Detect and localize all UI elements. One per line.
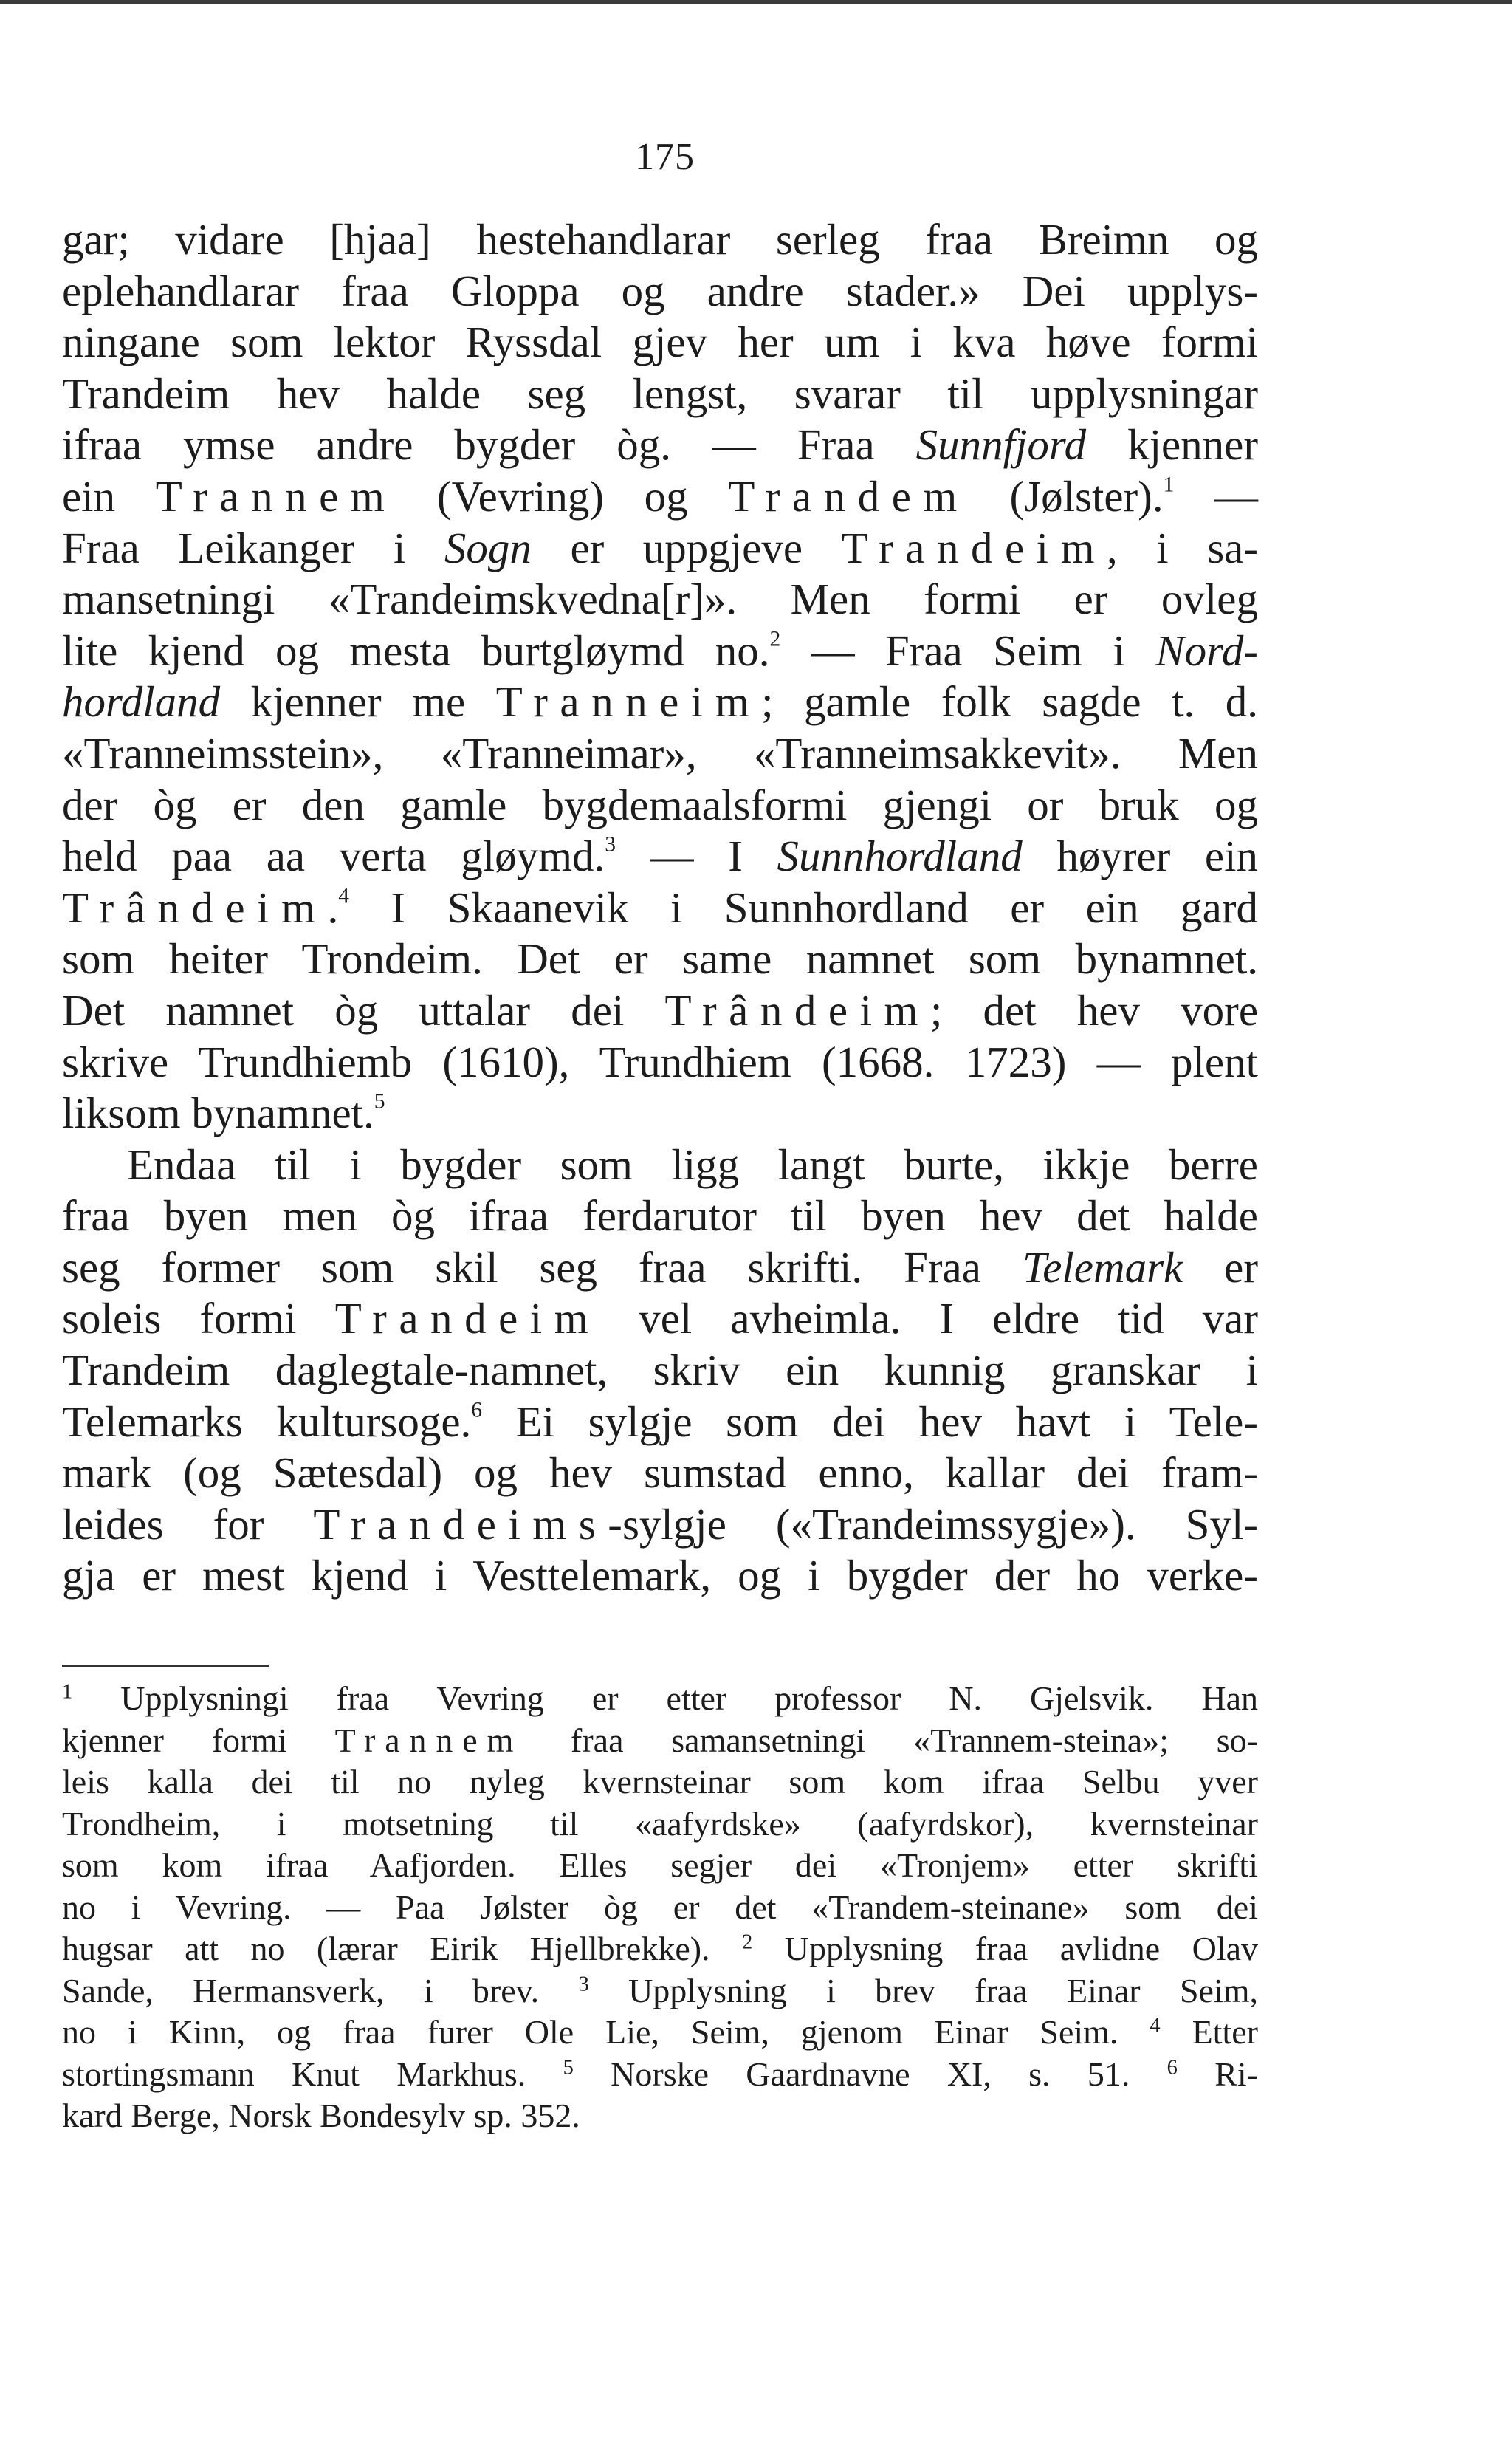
italic-place-name: Sunnhordland — [777, 832, 1023, 881]
spaced-name: Tranneim — [495, 677, 762, 727]
footnote-line: Trondheim, i motsetning til «aafyrdske» (aafyrdskor), kvernsteinar — [62, 1804, 1258, 1843]
footnote-line: no i Vevring. — Paa Jølster òg er det «Trandem-steinane» som dei — [62, 1888, 1258, 1926]
text-line: mark (og Sætesdal) og hev sumstad enno, kallar dei fram- — [62, 1448, 1258, 1498]
text-line: Det namnet òg uttalar dei Trândeim; det hev vore — [62, 985, 1259, 1035]
text-line: Trandeim hev halde seg lengst, svarar til upplysningar — [62, 369, 1258, 418]
spaced-name: Trandem — [728, 471, 969, 521]
italic-place-name: hordland — [62, 677, 221, 727]
footnote-ref: 6 — [471, 1398, 483, 1422]
footnote-divider — [62, 1665, 269, 1667]
text-line: held paa aa verta gløymd.$^3$ — I Sunnhordland høyrer ein — [62, 832, 1259, 881]
footnote-marker: 5 — [563, 2055, 574, 2079]
footnote-line: leis kalla dei til no nyleg kvernsteinar som kom ifraa Selbu yver — [62, 1763, 1258, 1800]
text-line: leides for Trandeims-sylgje («Trandeimssygje»). Syl- — [62, 1499, 1258, 1549]
text-line: skrive Trundhiemb (1610), Trundhiem (1668. 1723) — plent — [62, 1037, 1258, 1086]
page-top-edge — [0, 0, 1512, 4]
text-line: ningane som lektor Ryssdal gjev her um i kva høve formi — [62, 318, 1258, 367]
italic-place-name: Sunnfjord — [915, 420, 1087, 470]
spaced-name: Trannem — [155, 471, 397, 521]
spaced-name: Trândeim — [62, 883, 328, 932]
text-line: eplehandlarar fraa Gloppa og andre stader.» Dei upplys- — [62, 266, 1258, 315]
text-line: seg former som skil seg fraa skrifti. Fraa Telemark er — [62, 1242, 1258, 1292]
footnote-marker: 6 — [1166, 2055, 1178, 2079]
text-line: Trândeim.$^4$ I Skaanevik i Sunnhordland er ein gard — [62, 883, 1258, 932]
footnote-line: stortingsmann Knut Markhus. $^5$ Norske Gaardnavne XI, s. 51. $^6$ Ri- — [62, 2055, 1258, 2093]
text-line: ifraa ymse andre bygder òg. — Fraa Sunnfjord kjenner — [62, 420, 1258, 470]
text-line: der òg er den gamle bygdemaalsformi gjengi or bruk og — [62, 780, 1258, 829]
italic-place-name: Sogn — [444, 523, 532, 572]
text-line: liksom bynamnet.$^5$ — [62, 1089, 385, 1138]
footnote-ref: 1 — [1163, 473, 1175, 497]
footnote-ref: 4 — [338, 884, 349, 908]
italic-place-name: Telemark — [1022, 1242, 1183, 1292]
text-line: soleis formi Trandeim vel avheimla. I eldre tid var — [62, 1294, 1258, 1343]
text-line: som heiter Trondeim. Det er same namnet som bynamnet. — [62, 934, 1258, 984]
footnotes — [62, 1678, 1258, 2137]
footnote-marker: 4 — [1150, 2014, 1161, 2038]
spaced-name: Trannem — [334, 1721, 523, 1759]
spaced-name: Trandeims — [313, 1499, 608, 1549]
text-line: lite kjend og mesta burtgløymd no.$^2$ — Fraa Seim i Nord- — [62, 626, 1258, 675]
body-text — [62, 214, 1258, 1602]
italic-place-name: Nord- — [1155, 626, 1258, 675]
footnote-line: hugsar att no (lærar Eirik Hjellbrekke). $^2$ Upplysning fraa avlidne Olav — [62, 1930, 1259, 1967]
paragraph-first-line: Endaa til i bygder som ligg langt burte, ikkje berre — [127, 1140, 1258, 1189]
text-line: fraa byen men òg ifraa ferdarutor til byen hev det halde — [62, 1191, 1258, 1241]
text-line: gar; vidare [hjaa] hestehandlarar serleg fraa Breimn og — [62, 215, 1258, 264]
footnote-marker: 2 — [742, 1930, 753, 1954]
text-line: ein Trannem (Vevring) og Trandem (Jølster).$^1$ — — [62, 471, 1258, 521]
text-line: mansetningi «Trandeimskvedna[r]». Men formi er ovleg — [62, 575, 1258, 624]
footnote-ref: 2 — [769, 627, 781, 651]
text-line: «Tranneimsstein», «Tranneimar», «Tranneimsakkevit». Men — [62, 728, 1258, 778]
footnote-line: Sande, Hermansverk, i brev. $^3$ Upplysning i brev fraa Einar Seim, — [62, 1971, 1259, 2009]
footnote-line: $^1$ Upplysningi fraa Vevring er etter professor N. Gjelsvik. Han — [62, 1679, 1258, 1717]
spaced-name: Trândeim — [664, 985, 930, 1035]
text-line: Fraa Leikanger i Sogn er uppgjeve Trandeim, i sa- — [62, 523, 1258, 572]
spaced-name: Trandeim — [841, 523, 1107, 572]
footnote-marker: 1 — [62, 1680, 73, 1704]
footnote-line: kard Berge, Norsk Bondesylv sp. 352. — [62, 2097, 580, 2134]
text-line: gja er mest kjend i Vesttelemark, og i bygder der ho verke- — [62, 1551, 1258, 1600]
footnote-ref: 5 — [374, 1089, 385, 1114]
footnote-marker: 3 — [578, 1972, 589, 1995]
footnote-ref: 3 — [605, 832, 616, 857]
spaced-name: Trandeim — [334, 1294, 601, 1343]
footnote-line: som kom ifraa Aafjorden. Elles segjer dei «Tronjem» etter skrifti — [62, 1846, 1258, 1884]
text-line: Trandeim daglegtale-namnet, skriv ein kunnig granskar i — [62, 1346, 1258, 1395]
footnote-line: kjenner formi Trannem fraa samansetningi «Trannem-steina»; so- — [62, 1721, 1258, 1759]
footnote-line: no i Kinn, og fraa furer Ole Lie, Seim, gjenom Einar Seim. $^4$ Etter — [62, 2013, 1258, 2051]
text-line: Telemarks kultursoge.$^6$ Ei sylgje som dei hev havt i Tele- — [62, 1397, 1258, 1446]
text-line: hordland kjenner me Tranneim; gamle folk sagde t. d. — [62, 677, 1258, 727]
page-number: 175 — [635, 136, 695, 178]
